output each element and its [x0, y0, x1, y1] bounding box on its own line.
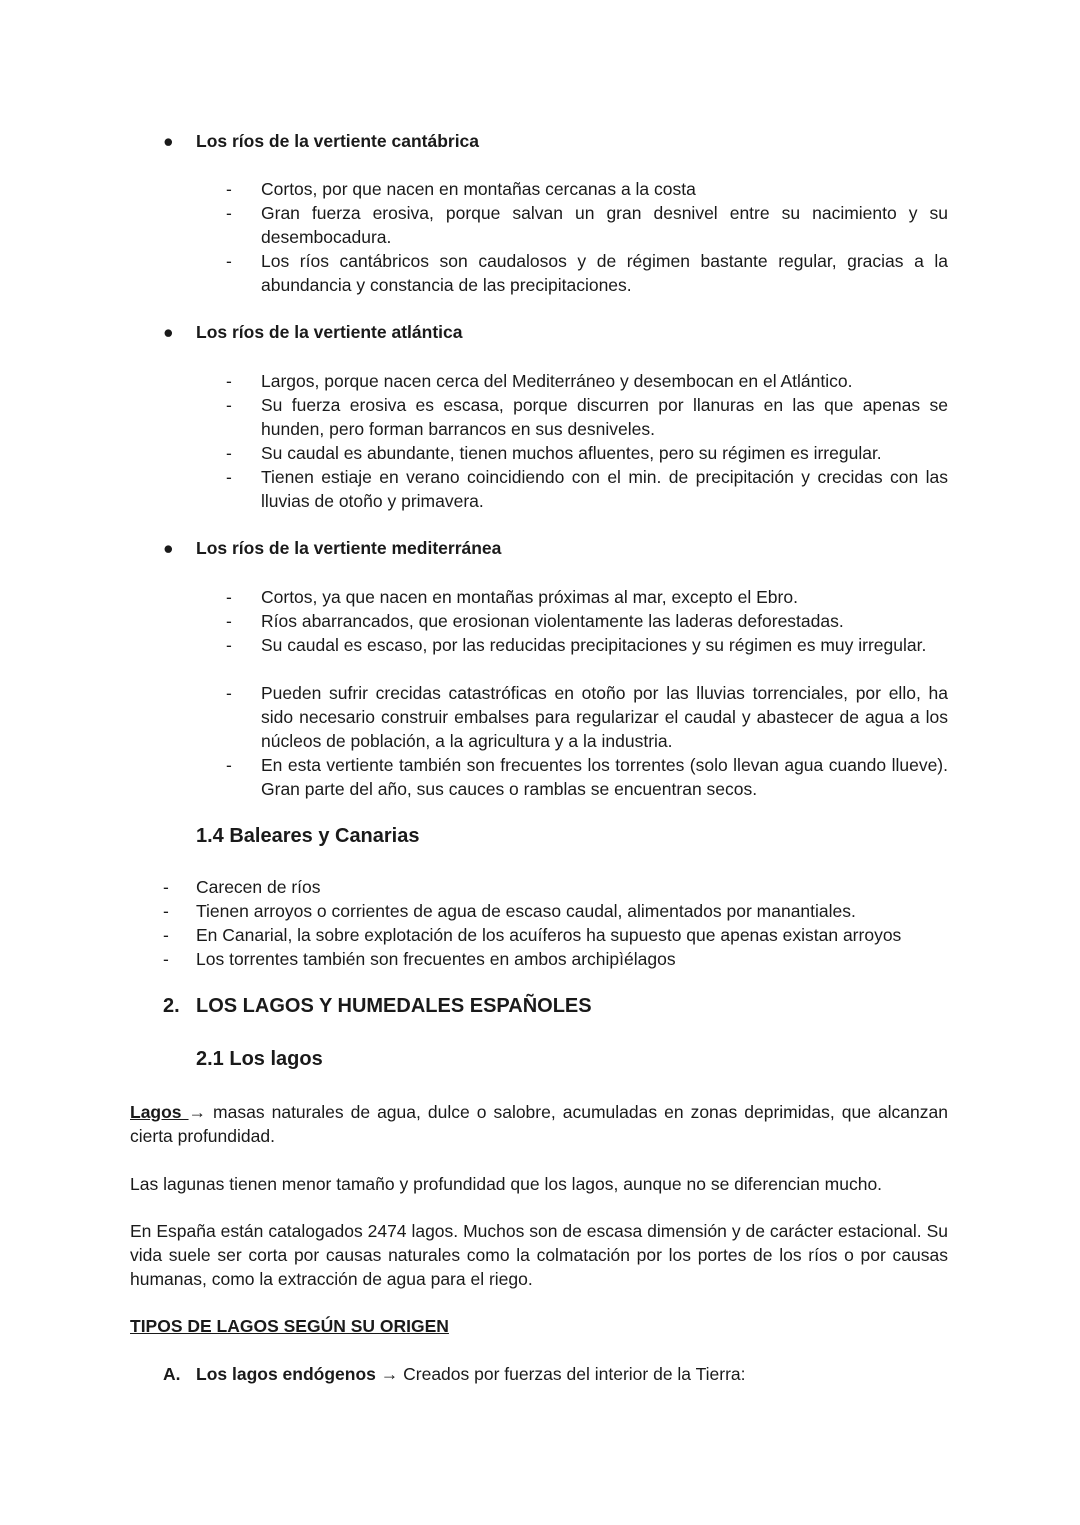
subsection-title-baleares: 1.4 Baleares y Canarias	[196, 825, 420, 847]
bullet-icon: ●	[163, 538, 174, 558]
bullet-icon: ●	[163, 322, 174, 342]
tipos-heading: TIPOS DE LAGOS SEGÚN SU ORIGEN	[130, 1316, 449, 1336]
paragraph-lagunas: Las lagunas tienen menor tamaño y profundidad que los lagos, aunque no se diferencian mucho.	[130, 1174, 883, 1194]
definition-term: Lagos	[130, 1102, 189, 1122]
definition-paragraph: Lagos → masas naturales de agua, dulce o salobre, acumuladas en zonas deprimidas, que alcanzan cierta profundidad.	[130, 1102, 948, 1146]
tipo-a-item: A. Los lagos endógenos → Creados por fuerzas del interior de la Tierra:	[163, 1364, 746, 1384]
list-letter: A.	[163, 1364, 181, 1384]
section-title-lagos-humedales: 2. LOS LAGOS Y HUMEDALES ESPAÑOLES	[163, 995, 592, 1017]
paragraph-espana: En España están catalogados 2474 lagos. Muchos son de escasa dimensión y de carácter estacional. Su vida suele ser corta por causas naturales como la colmatación por los portes de los ríos o por causas humanas, como la extracción de agua para el riego.	[130, 1221, 948, 1289]
bullet-icon: ●	[163, 131, 174, 151]
subsection-title-los-lagos: 2.1 Los lagos	[196, 1048, 323, 1070]
